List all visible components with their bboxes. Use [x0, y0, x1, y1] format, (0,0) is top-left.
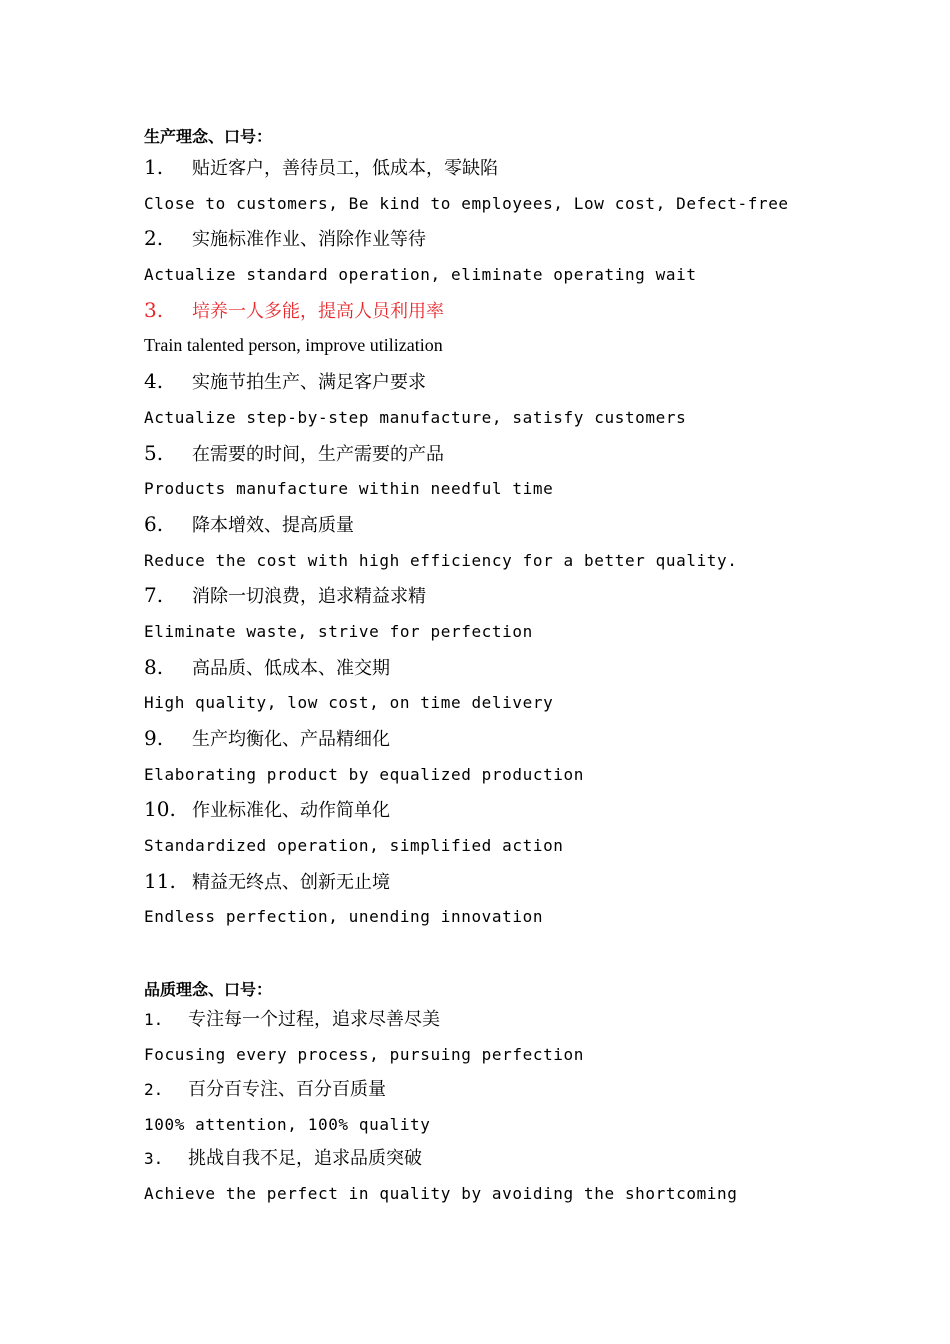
- slogan-cn-9: [144, 721, 904, 757]
- slogan-text-cn: 消除一切浪费，追求精益求精: [192, 586, 426, 608]
- item-number: 1.: [144, 155, 164, 179]
- item-number: 8.: [144, 654, 164, 679]
- slogan-en-1: Close to customers, Be kind to employees, Low cost, Defect-free: [144, 193, 789, 213]
- slogan-cn-3-highlighted: [144, 293, 904, 329]
- item-number: 2.: [144, 1079, 164, 1099]
- item-number: 10.: [144, 797, 176, 822]
- quality-slogan-en-1: Focusing every process, pursuing perfection: [144, 1044, 585, 1064]
- slogan-text-cn: 实施标准作业、消除作业等待: [192, 229, 426, 251]
- slogan-cn-10: [144, 792, 904, 828]
- slogan-cn-4: [144, 364, 904, 400]
- slogan-en-7: Eliminate waste, strive for perfection: [144, 621, 533, 641]
- slogan-en-4: Actualize step-by-step manufacture, satisfy customers: [144, 407, 687, 427]
- quality-section: [144, 977, 904, 1212]
- slogan-text-cn: 培养一人多能，提高人员利用率: [192, 300, 444, 322]
- slogan-text-cn: 百分百专注、百分百质量: [188, 1078, 386, 1100]
- slogan-text-cn: 专注每一个过程，追求尽善尽美: [188, 1009, 440, 1031]
- slogan-en-2: Actualize standard operation, eliminate operating wait: [144, 265, 697, 285]
- slogan-en-11: Endless perfection, unending innovation: [144, 907, 544, 927]
- item-number: 1.: [144, 1010, 164, 1030]
- slogan-text-cn: 降本增效、提高质量: [192, 514, 354, 536]
- item-number: 11.: [144, 868, 176, 893]
- slogan-cn-8: [144, 650, 904, 686]
- slogan-text-cn: 生产均衡化、产品精细化: [192, 729, 390, 750]
- slogan-en-5: Products manufacture within needful time: [144, 479, 554, 499]
- quality-slogan-en-3: Achieve the perfect in quality by avoiding the shortcoming: [144, 1184, 738, 1204]
- slogan-cn-5: [144, 436, 904, 472]
- quality-slogan-cn-3: [144, 1142, 904, 1177]
- slogan-cn-2: [144, 221, 904, 257]
- item-number: 9.: [144, 726, 164, 750]
- slogan-cn-7: [144, 578, 904, 614]
- item-number: 2.: [144, 226, 164, 251]
- slogan-text-cn: 在需要的时间，生产需要的产品: [192, 443, 444, 465]
- production-section: [144, 124, 904, 935]
- slogan-cn-1: [144, 150, 904, 186]
- item-number: 7.: [144, 583, 164, 608]
- item-number: 3.: [144, 297, 164, 322]
- section-spacer: [144, 935, 904, 977]
- quality-slogan-cn-2: [144, 1073, 904, 1108]
- item-number: 5.: [144, 440, 164, 465]
- quality-slogan-cn-1: [144, 1003, 904, 1038]
- slogan-text-cn: 贴近客户，善待员工，低成本，零缺陷: [192, 158, 498, 179]
- production-heading: 生产理念、口号：: [144, 127, 273, 146]
- slogan-text-cn: 作业标准化、动作简单化: [192, 800, 390, 822]
- slogan-en-3: Train talented person, improve utilization: [144, 335, 443, 356]
- item-number: 6.: [144, 511, 164, 536]
- slogan-cn-11: [144, 864, 904, 900]
- slogan-text-cn: 高品质、低成本、准交期: [192, 657, 390, 679]
- document-content: [144, 124, 904, 1212]
- item-number: 3.: [144, 1149, 164, 1169]
- slogan-en-6: Reduce the cost with high efficiency for a better quality.: [144, 550, 738, 570]
- slogan-text-cn: 挑战自我不足，追求品质突破: [188, 1148, 422, 1170]
- slogan-en-9: Elaborating product by equalized production: [144, 764, 585, 784]
- quality-heading: 品质理念、口号：: [144, 980, 273, 1000]
- slogan-text-cn: 精益无终点、创新无止境: [192, 871, 390, 893]
- slogan-cn-6: [144, 507, 904, 543]
- quality-slogan-en-2: 100% attention, 100% quality: [144, 1114, 431, 1134]
- slogan-en-8: High quality, low cost, on time delivery: [144, 693, 554, 713]
- slogan-en-10: Standardized operation, simplified action: [144, 836, 564, 856]
- slogan-text-cn: 实施节拍生产、满足客户要求: [192, 372, 426, 394]
- item-number: 4.: [144, 369, 164, 394]
